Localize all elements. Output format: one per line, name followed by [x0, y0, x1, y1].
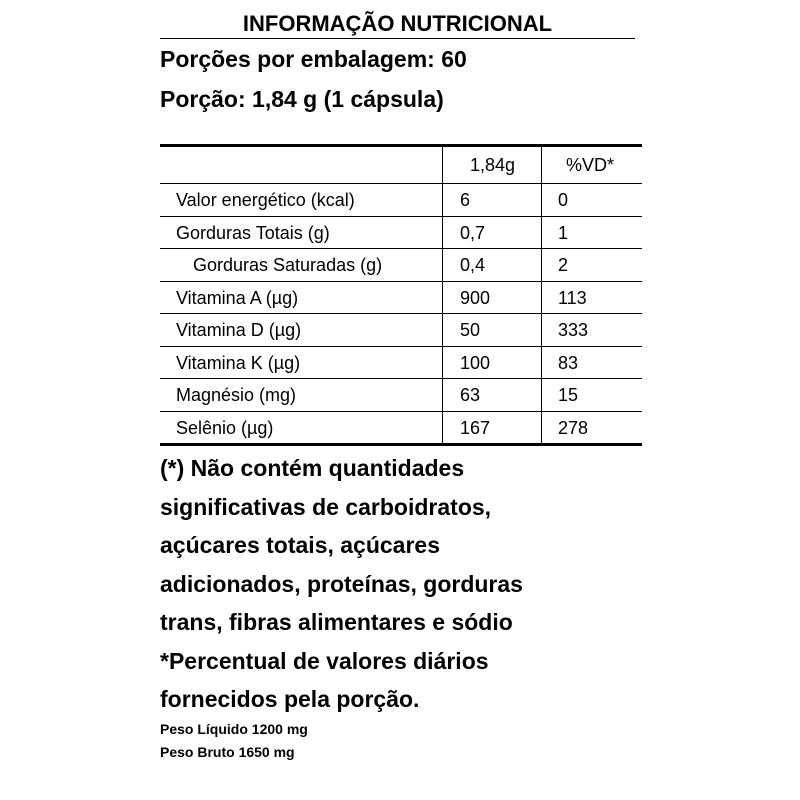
nutrient-vd: 278 — [541, 412, 642, 444]
servings-per-package: Porções por embalagem: 60 — [160, 46, 467, 72]
nutrient-name: Magnésio (mg) — [176, 385, 297, 405]
nutrient-name: Selênio (µg) — [176, 417, 274, 438]
table-row — [160, 313, 642, 346]
nutrition-table — [160, 144, 642, 446]
nutrient-quantity: 167 — [442, 412, 541, 444]
label-title: INFORMAÇÃO NUTRICIONAL — [160, 10, 635, 39]
footnote-line: trans, fibras alimentares e sódio — [160, 609, 513, 635]
nutrient-vd: 2 — [541, 249, 642, 281]
table-row — [160, 378, 642, 411]
table-row — [160, 248, 642, 281]
nutrient-vd: 83 — [541, 347, 642, 379]
nutrient-quantity: 6 — [442, 184, 541, 216]
nutrient-quantity: 900 — [442, 282, 541, 314]
nutrient-name: Vitamina D (µg) — [176, 320, 302, 340]
portion-size: Porção: 1,84 g (1 cápsula) — [160, 86, 444, 112]
table-row — [160, 346, 642, 379]
footnote-line: significativas de carboidratos, — [160, 493, 492, 520]
header-quantity-cell: 1,84g — [442, 147, 541, 183]
header-vd-cell: %VD* — [541, 147, 642, 183]
footnote-line: açúcares totais, açúcares — [160, 532, 441, 558]
table-row — [160, 281, 642, 314]
gross-weight: Peso Bruto 1650 mg — [160, 744, 295, 760]
nutrient-name: Valor energético (kcal) — [176, 190, 355, 210]
table-row — [160, 411, 642, 444]
header-name-cell — [160, 147, 442, 183]
nutrient-name: Gorduras Totais (g) — [176, 222, 330, 243]
nutrient-vd: 113 — [541, 282, 642, 314]
footnote-line: (*) Não contém quantidades — [160, 455, 465, 481]
nutrient-name: Vitamina A (µg) — [176, 287, 299, 308]
nutrient-quantity: 50 — [442, 314, 541, 346]
footnote-line: *Percentual de valores diários — [160, 647, 489, 674]
footnote-line: fornecidos pela porção. — [160, 686, 420, 712]
nutrient-quantity: 63 — [442, 379, 541, 411]
nutrient-quantity: 0,4 — [442, 249, 541, 281]
table-row — [160, 216, 642, 249]
footnote — [160, 449, 620, 719]
nutrient-vd: 0 — [541, 184, 642, 216]
net-weight: Peso Líquido 1200 mg — [160, 721, 308, 737]
nutrient-vd: 333 — [541, 314, 642, 346]
nutrient-quantity: 100 — [442, 347, 541, 379]
nutrient-vd: 1 — [541, 217, 642, 249]
table-row — [160, 183, 642, 216]
table-header-row — [160, 147, 642, 183]
weights — [160, 718, 308, 764]
nutrient-quantity: 0,7 — [442, 217, 541, 249]
footnote-line: adicionados, proteínas, gorduras — [160, 570, 523, 597]
nutrient-name: Vitamina K (µg) — [176, 352, 301, 373]
nutrient-name: Gorduras Saturadas (g) — [193, 255, 383, 275]
nutrient-vd: 15 — [541, 379, 642, 411]
